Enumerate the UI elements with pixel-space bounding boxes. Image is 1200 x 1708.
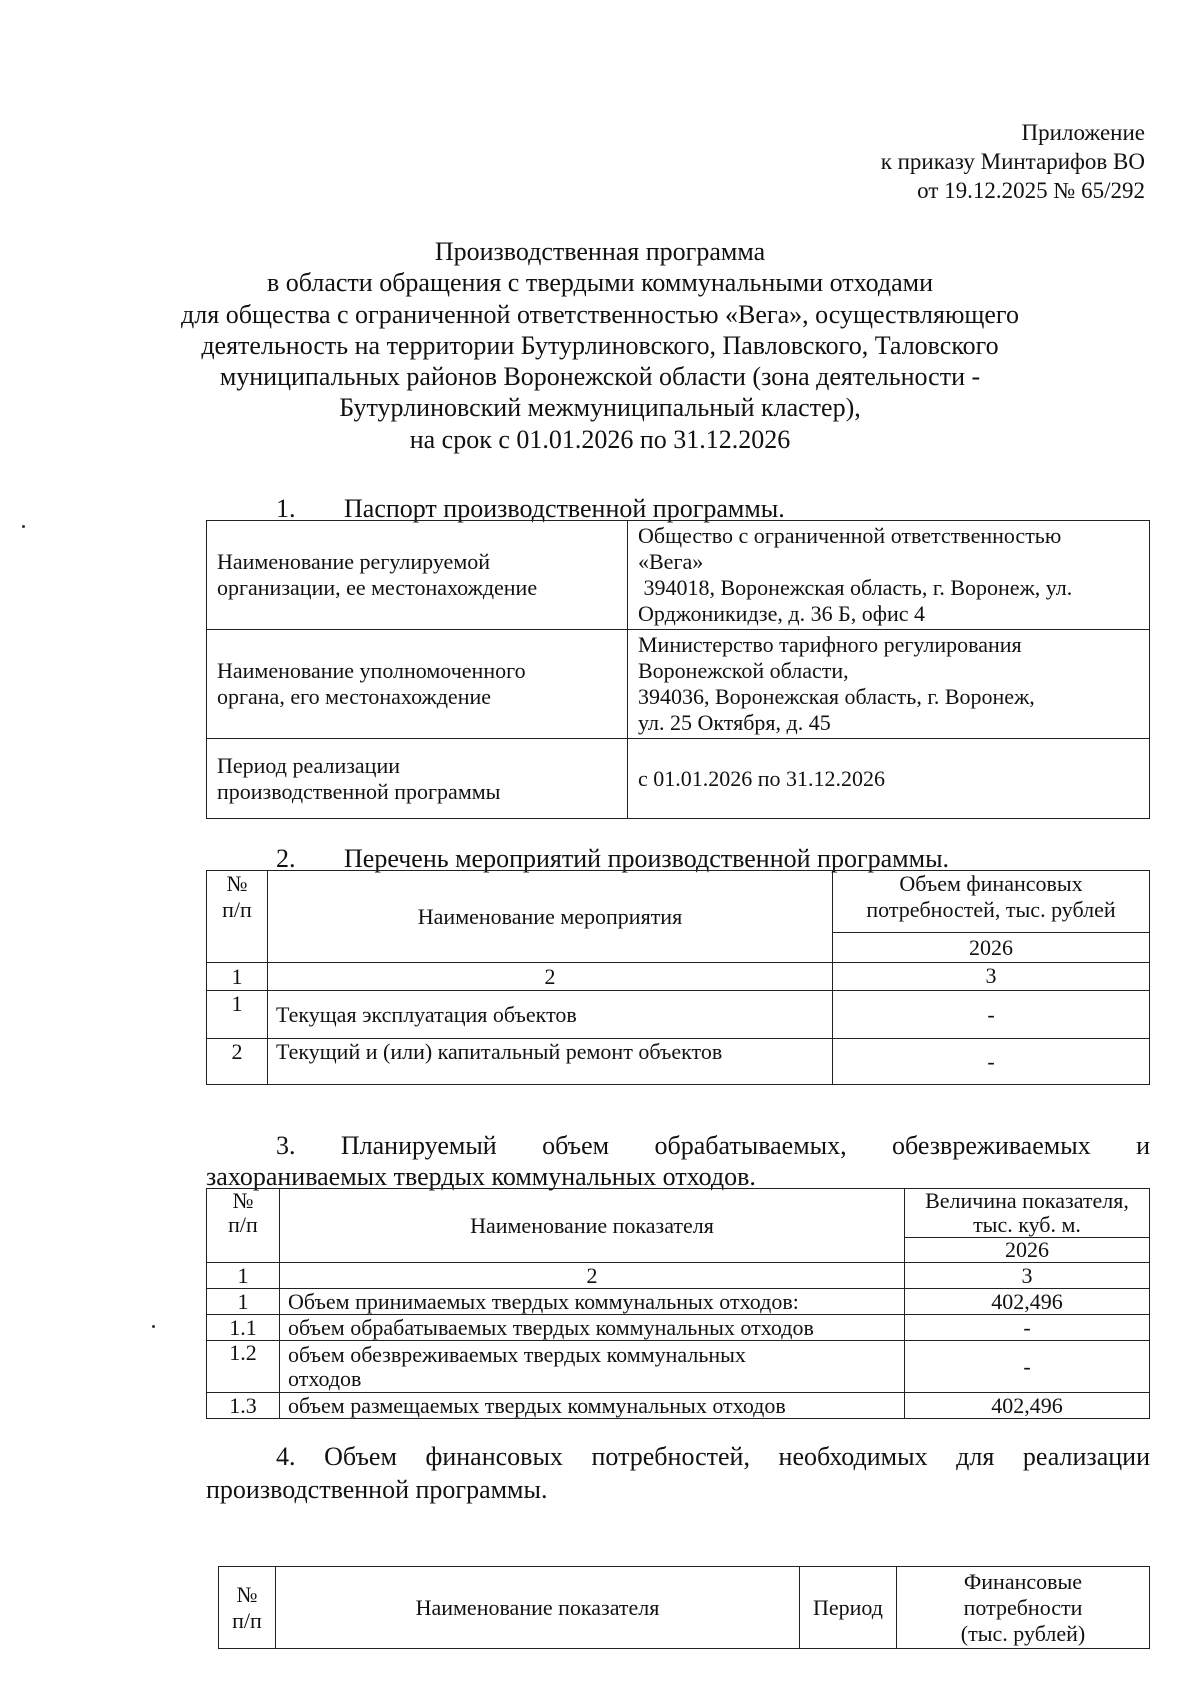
index-cell: 3 — [833, 963, 1150, 991]
table-cell — [207, 739, 628, 819]
row-name: Текущая эксплуатация объектов — [268, 991, 833, 1039]
cell-text: отходов — [288, 1365, 362, 1391]
title-line: Производственная программа — [434, 237, 766, 266]
table-header-row — [207, 1189, 1150, 1238]
section-title: Перечень мероприятий производственной программы. — [344, 844, 950, 873]
header-cell-name — [280, 1189, 905, 1263]
row-num: 1.1 — [207, 1315, 280, 1341]
header-text: № — [226, 871, 248, 896]
index-cell: 2 — [280, 1263, 905, 1289]
table-row — [207, 521, 1150, 630]
title-line: муниципальных районов Воронежской области (зона деятельности - — [219, 362, 981, 392]
title-line: деятельность на территории Бутурлиновского, Павловского, Таловского — [201, 330, 999, 360]
cell-text: «Вега» — [638, 549, 704, 574]
header-cell-name — [268, 871, 833, 963]
row-value: 402,496 — [905, 1289, 1150, 1315]
header-cell-name — [276, 1567, 800, 1649]
table-cell — [207, 521, 628, 630]
row-num: 1.3 — [207, 1393, 280, 1419]
section-4-heading-line-2: производственной программы. — [206, 1475, 548, 1504]
row-num: 1 — [207, 991, 268, 1039]
table-row — [207, 1315, 1150, 1341]
header-cell-num — [207, 871, 268, 963]
cell-text: ул. 25 Октября, д. 45 — [638, 710, 831, 735]
table-cell — [207, 630, 628, 739]
cell-text: Наименование регулируемой — [217, 549, 491, 574]
row-name: Текущий и (или) капитальный ремонт объектов — [268, 1039, 833, 1085]
index-cell: 1 — [207, 1263, 280, 1289]
title-line: на срок с 01.01.2026 по 31.12.2026 — [409, 424, 791, 454]
row-value: - — [905, 1315, 1150, 1341]
header-text: (тыс. рублей) — [960, 1620, 1086, 1646]
appendix-header — [881, 118, 1145, 205]
financial-needs-table — [218, 1566, 1150, 1649]
header-cell-year: 2026 — [833, 933, 1150, 963]
header-text: Объем финансовых — [899, 871, 1083, 896]
header-text: п/п — [222, 897, 252, 922]
section-title: Паспорт производственной программы. — [344, 494, 785, 523]
waste-volume-table — [206, 1188, 1150, 1419]
cell-text: Министерство тарифного регулирования — [638, 632, 1022, 657]
section-number: 1. — [276, 494, 296, 523]
row-name: объем обрабатываемых твердых коммунальных отходов — [280, 1315, 905, 1341]
appendix-line-1: Приложение — [1021, 120, 1145, 145]
title-line: в области обращения с твердыми коммунальными отходами — [267, 268, 933, 298]
cell-text: 394036, Воронежская область, г. Воронеж, — [638, 684, 1035, 709]
table-row — [207, 1289, 1150, 1315]
header-text: Наименование мероприятия — [417, 903, 683, 929]
section-3-heading — [206, 1130, 1150, 1192]
section-3-heading-line-2: захораниваемых твердых коммунальных отходов. — [206, 1162, 756, 1191]
row-num: 2 — [207, 1039, 268, 1085]
table-row — [207, 630, 1150, 739]
header-cell-financial — [897, 1567, 1150, 1649]
header-text: Период — [813, 1594, 883, 1620]
header-text: Наименование показателя — [415, 1594, 660, 1620]
scan-dot — [22, 525, 25, 528]
table-row — [207, 1039, 1150, 1085]
index-cell: 2 — [268, 963, 833, 991]
row-value: - — [833, 1039, 1150, 1085]
index-cell: 1 — [207, 963, 268, 991]
header-text: п/п — [228, 1212, 258, 1237]
section-4-heading-line-1: 4. Объем финансовых потребностей, необходимых для реализации — [276, 1442, 1150, 1471]
header-text: п/п — [232, 1607, 262, 1633]
header-text: Наименование показателя — [470, 1212, 714, 1238]
table-header-row — [207, 871, 1150, 933]
section-3-heading-line-1: 3. Планируемый объем обрабатываемых, обезвреживаемых и — [276, 1131, 1150, 1160]
header-text: № — [236, 1581, 258, 1607]
row-name: объем размещаемых твердых коммунальных отходов — [280, 1393, 905, 1419]
header-text: Финансовые — [963, 1568, 1083, 1594]
table-header-row — [219, 1567, 1150, 1649]
activities-table — [206, 870, 1150, 1085]
section-number: 2. — [276, 844, 296, 873]
table-cell — [628, 521, 1150, 630]
table-index-row — [207, 963, 1150, 991]
header-text: № — [232, 1188, 254, 1213]
table-index-row — [207, 1263, 1150, 1289]
table-row — [207, 1393, 1150, 1419]
cell-text: организации, ее местонахождение — [217, 575, 538, 600]
cell-text: Период реализации — [217, 752, 401, 778]
section-4-heading — [206, 1440, 1150, 1506]
title-line: Бутурлиновский межмуниципальный кластер), — [339, 393, 861, 423]
header-cell-num — [219, 1567, 276, 1649]
header-text: потребностей, тыс. рублей — [866, 897, 1116, 922]
header-text: потребности — [963, 1594, 1083, 1620]
row-num: 1.2 — [207, 1341, 280, 1393]
appendix-line-2: к приказу Минтарифов ВО — [880, 149, 1145, 174]
header-cell-num — [207, 1189, 280, 1263]
cell-text: объем обезвреживаемых твердых коммунальных — [288, 1341, 746, 1367]
table-row — [207, 1341, 1150, 1393]
cell-text: с 01.01.2026 по 31.12.2026 — [638, 765, 886, 791]
cell-text: Орджоникидзе, д. 36 Б, офис 4 — [638, 601, 925, 626]
header-cell-period — [800, 1567, 897, 1649]
table-row — [207, 991, 1150, 1039]
table-row — [207, 739, 1150, 819]
title-line: для общества с ограниченной ответственностью «Вега», осуществляющего — [181, 299, 1019, 329]
table-cell — [628, 630, 1150, 739]
header-cell-year: 2026 — [905, 1238, 1150, 1263]
row-name — [280, 1341, 905, 1393]
cell-text: производственной программы — [217, 778, 501, 804]
row-value: - — [833, 991, 1150, 1039]
row-value: 402,496 — [905, 1393, 1150, 1419]
cell-text: органа, его местонахождение — [217, 684, 492, 709]
header-text: Величина показателя, — [925, 1188, 1129, 1213]
cell-text: Воронежской области, — [638, 658, 849, 683]
scan-dot — [152, 1325, 155, 1328]
header-cell-value — [905, 1189, 1150, 1238]
header-cell-amount — [833, 871, 1150, 933]
passport-table — [206, 520, 1150, 819]
row-num: 1 — [207, 1289, 280, 1315]
cell-text: Общество с ограниченной ответственностью — [638, 523, 1062, 548]
row-value: - — [905, 1341, 1150, 1393]
table-cell — [628, 739, 1150, 819]
header-text: тыс. куб. м. — [973, 1212, 1081, 1237]
row-name: Объем принимаемых твердых коммунальных отходов: — [280, 1289, 905, 1315]
document-title — [150, 236, 1050, 455]
cell-text: Наименование уполномоченного — [217, 658, 526, 683]
appendix-line-3: от 19.12.2025 № 65/292 — [917, 178, 1145, 203]
cell-text: 394018, Воронежская область, г. Воронеж, ул. — [638, 575, 1073, 600]
index-cell: 3 — [905, 1263, 1150, 1289]
